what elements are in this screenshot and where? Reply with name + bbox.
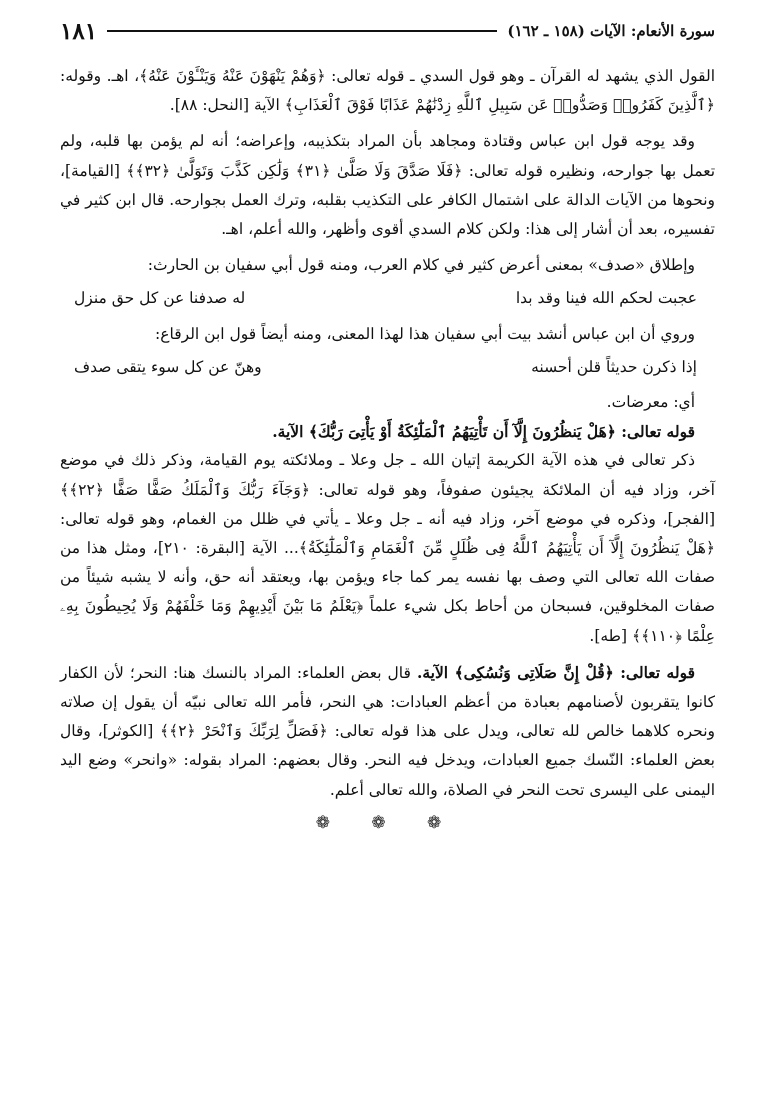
verse-second-hemistich: وهنّ عن كل سوء يتقى صدف [74,357,262,376]
section-body: ذكر تعالى في هذه الآية الكريمة إتيان الله ـ جل وعلا ـ وملائكته يوم القيامة، وذكر ذلك في موضع آخر، وزاد فيه أن الملائكة يجيئون صفوفاً، وهو قوله تعالى: ﴿وَجَآءَ رَبُّكَ وَٱلْمَلَكُ صَفًّا صَفًّا ﴿٢٢﴾﴾ [الفجر]، وذكره في موضع آخر، وزاد فيه أنه ـ جل وعلا ـ يأتي في ظلل من الغمام، وهو قوله تعالى: ﴿هَلْ يَنظُرُونَ إِلَّآ أَن يَأْتِيَهُمُ ٱللَّهُ فِى ظُلَلٍ مِّنَ ٱلْغَمَامِ وَٱلْمَلَٰٓئِكَةُ﴾... الآية [البقرة: ٢١٠]، ومثل هذا من صفات الله تعالى التي وصف بها نفسه يمر كما جاء ويؤمن بها، ويعتقد أنه حق، وأنه لا يشبه شيئاً من صفات المخلوقين، فسبحان من أحاط بكل شيء علماً ﴿يَعْلَمُ مَا بَيْنَ أَيْدِيهِمْ وَمَا خَلْفَهُمْ وَلَا يُحِيطُونَ بِهِۦ عِلْمًا ﴿١١٠﴾﴾ [طه]. [60,451,715,645]
page-number: ١٨١ [60,17,98,45]
paragraph: أي: معرضات. [606,393,695,412]
section-text: قال بعض العلماء: المراد بالنسك هنا: النحر؛ لأن الكفار كانوا يتقربون لأصنامهم بعبادة من أعظم العبادات: هي النحر، فأمر الله تعالى نبيّه أن يقول إن صلاته ونحره كلاهما خالص لله تعالى، ويدل على هذا قوله تعالى: ﴿فَصَلِّ لِرَبِّكَ وَٱنْحَرْ ﴿٢﴾﴾ [الكوثر]، وقال بعض العلماء: النّسك جميع العبادات، ويدخل فيه النحر. وقال بعضهم: المراد بقوله: «وانحر» وضع اليد اليمنى على اليسرى تحت النحر في الصلاة، والله تعالى أعلم. [60,663,715,799]
header-rule [107,30,497,32]
section-heading: قوله تعالى: ﴿قُلْ إِنَّ صَلَاتِى وَنُسُكِى﴾ الآية. [416,662,695,682]
paragraph: وإطلاق «صدف» بمعنى أعرض كثير في كلام العرب، ومنه قول أبي سفيان بن الحارث: [147,256,695,275]
paragraph: وقد يوجه قول ابن عباس وقتادة ومجاهد بأن المراد بتكذيبه، وإعراضه؛ أنه لم يؤمن بها قلبه، ولم تعمل بها جوارحه، ونظيره قوله تعالى: ﴿فَلَا صَدَّقَ وَلَا صَلَّىٰ ﴿٣١﴾ وَلَٰكِن كَذَّبَ وَتَوَلَّىٰ ﴿٣٢﴾﴾ [القيامة]، ونحوها من الآيات الدالة على اشتمال الكافر على التكذيب بقلبه، وترك العمل بجوارحه. قال ابن كثير في تفسيره، بعد أن أشار إلى هذا: ولكن كلام السدي أقوى وأظهر، والله أعلم، اهـ. [60,132,716,239]
paragraph: وروي أن ابن عباس أنشد بيت أبي سفيان هذا لهذا المعنى، ومنه أيضاً قول ابن الرقاع: [155,324,695,343]
section-body [60,658,715,805]
section-heading: قوله تعالى: ﴿هَلْ يَنظُرُونَ إِلَّآ أَن تَأْتِيَهُمُ ٱلْمَلَٰٓئِكَةُ أَوْ يَأْتِىَ رَبُّكَ﴾ الآية. [272,422,695,442]
closing-ornament: ❁ ❁ ❁ [315,812,460,833]
running-header [60,14,715,48]
verse-first-hemistich: إذا ذكرن حديثاً قلن أحسنه [531,357,697,376]
verse-first-hemistich: عجبت لحكم الله فينا وقد بدا [515,289,697,308]
verse-second-hemistich: له صدفنا عن كل حق منزل [74,289,246,308]
page-body [60,62,715,838]
surah-title: سورة الأنعام: الآيات (١٥٨ ـ ١٦٢) [507,22,715,40]
poetry-verse [60,284,715,313]
poetry-verse [60,353,715,382]
book-page [60,14,715,838]
paragraph: القول الذي يشهد له القرآن ـ وهو قول السدي ـ قوله تعالى: ﴿وَهُمْ يَنْهَوْنَ عَنْهُ وَيَنْـَٔوْنَ عَنْهُ﴾، اهـ. وقوله: ﴿ٱلَّذِينَ كَفَرُوا۟ وَصَدُّوا۟ عَن سَبِيلِ ٱللَّهِ زِدْنَٰهُمْ عَذَابًا فَوْقَ ٱلْعَذَابِ﴾ الآية [النحل: ٨٨]. [60,67,715,115]
